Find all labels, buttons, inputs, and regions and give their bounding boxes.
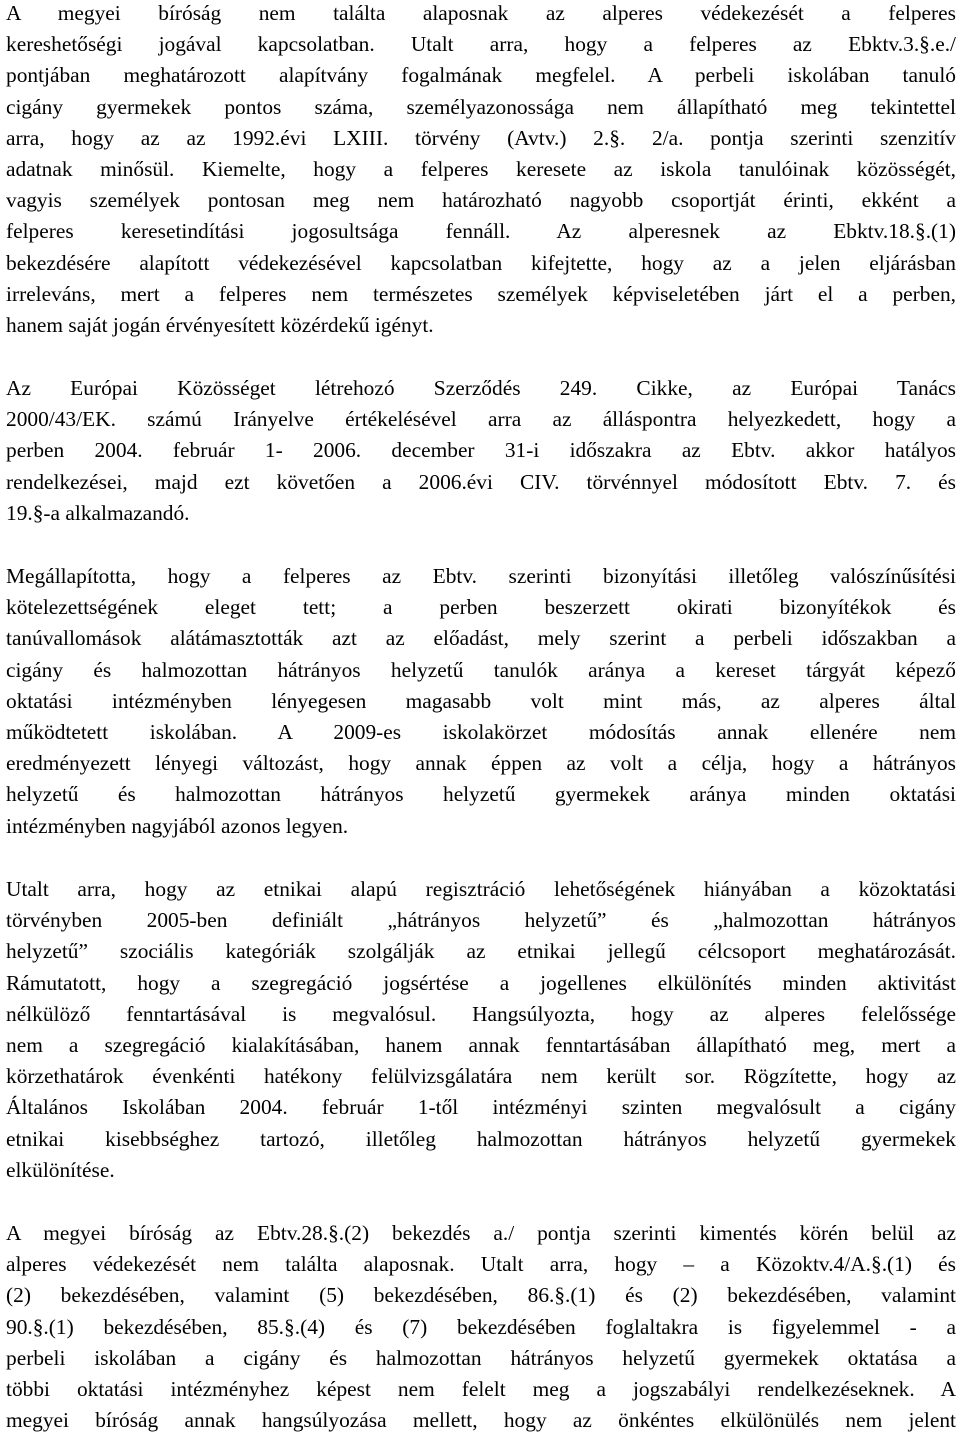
text-line: rendelkezései, majd ezt követően a 2006.évi CIV. törvénnyel módosított Ebtv. 7. és [6,469,956,494]
text-line: 19.§-a alkalmazandó. [6,500,190,525]
text-line: (2) bekezdésében, valamint (5) bekezdésében, 86.§.(1) és (2) bekezdésében, valamint [6,1283,956,1308]
text-line: irreleváns, mert a felperes nem természetes személyek képviseletében járt el a perben, [6,281,956,306]
text-line: Általános Iskolában 2004. február 1-től intézményi szinten megvalósult a cigány [6,1095,956,1120]
text-line: oktatási intézményben lényegesen magasabb volt mint más, az alperes által [6,688,956,713]
text-line: kereshetőségi jogával kapcsolatban. Utalt arra, hogy a felperes az Ebktv.3.§.e./ [6,32,956,57]
text-line: A megyei bíróság nem találta alaposnak az alperes védekezését a felperes [6,1,956,25]
text-line: nem a szegregáció kialakításában, hanem annak fenntartásában állapítható meg, mert a [6,1032,956,1057]
text-line: eredményezett lényegi változást, hogy annak éppen az volt a célja, hogy a hátrányos [6,751,956,776]
text-line: alperes védekezését nem találta alaposnak. Utalt arra, hogy – a Közoktv.4/A.§.(1) és [6,1252,956,1277]
paragraph-exculpation [6,1218,956,1436]
text-line: Az Európai Közösséget létrehozó Szerződés 249. Cikke, az Európai Tanács [6,376,956,400]
text-line: körzethatárok évenkénti hatékony felülvizsgálatára nem került sor. Rögzítette, hogy az [6,1064,956,1089]
text-line: perbeli iskolában a cigány és halmozottan hátrányos helyzetű gyermekek oktatása a [6,1345,956,1370]
text-line: 90.§.(1) bekezdésében, 85.§.(4) és (7) bekezdésében foglaltakra is figyelemmel - a [6,1314,956,1339]
paragraph-segregation [6,874,956,1186]
text-line: felperes keresetindítási jogosultsága fennáll. Az alperesnek az Ebktv.18.§.(1) [6,219,956,244]
text-line: adatnak minősül. Kiemelte, hogy a felperes keresete az iskola tanulóinak közösségét, [6,156,956,181]
text-line: intézményben nagyjából azonos legyen. [6,813,349,838]
text-line: cigány gyermekek pontos száma, személyazonossága nem állapítható meg tekintettel [6,94,956,119]
text-line: tanúvallomások alátámasztották azt az előadást, mely szerint a perbeli időszakban a [6,626,956,651]
paragraph-eu-law [6,373,956,529]
text-line: működtetett iskolában. A 2009-es iskolakörzet módosítás annak ellenére nem [6,719,956,744]
text-line: törvényben 2005-ben definiált „hátrányos helyzetű” és „halmozottan hátrányos [6,908,956,933]
text-line: cigány és halmozottan hátrányos helyzetű tanulók aránya a kereset tárgyát képező [6,657,956,682]
text-line: A megyei bíróság az Ebtv.28.§.(2) bekezdés a./ pontja szerinti kimentés körén belül az [6,1221,956,1245]
text-line: Utalt arra, hogy az etnikai alapú regisztráció lehetőségének hiányában a közoktatási [6,877,956,901]
text-line: perben 2004. február 1- 2006. december 31-i időszakra az Ebtv. akkor hatályos [6,438,956,463]
paragraph-evidence [6,561,956,842]
text-line: pontjában meghatározott alapítvány fogalmának megfelel. A perbeli iskolában tanuló [6,63,956,88]
text-line: hanem saját jogán érvényesített közérdekű igényt. [6,312,434,337]
text-line: kötelezettségének eleget tett; a perben beszerzett okirati bizonyítékok és [6,595,956,620]
text-line: többi oktatási intézményhez képest nem felelt meg a jogszabályi rendelkezéseknek. A [6,1376,956,1401]
text-line: nélkülöző fenntartásával is megvalósul. Hangsúlyozta, hogy az alperes felelőssége [6,1001,956,1026]
text-line: Rámutatott, hogy a szegregáció jogsértése a jogellenes elkülönítés minden aktivitást [6,970,956,995]
text-line: etnikai kisebbséghez tartozó, illetőleg halmozottan hátrányos helyzetű gyermekek [6,1126,956,1151]
text-line: helyzetű és halmozottan hátrányos helyzetű gyermekek aránya minden oktatási [6,782,956,807]
text-line: arra, hogy az az 1992.évi LXIII. törvény (Avtv.) 2.§. 2/a. pontja szerinti szenzitív [6,125,956,150]
paragraph-standing [6,0,956,341]
text-line: megyei bíróság annak hangsúlyozása mellett, hogy az önkéntes elkülönülés nem jelent [6,1408,956,1433]
text-line: 2000/43/EK. számú Irányelve értékelésével arra az álláspontra helyezkedett, hogy a [6,407,956,432]
text-line: Megállapította, hogy a felperes az Ebtv. szerinti bizonyítási illetőleg valószínűsítési [6,564,956,588]
text-line: elkülönítése. [6,1157,115,1182]
text-line: bekezdésére alapított védekezésével kapcsolatban kifejtette, hogy az a jelen eljárásban [6,250,956,275]
text-line: vagyis személyek pontosan meg nem határozható nagyobb csoportját érinti, ekként a [6,188,956,213]
text-line: helyzetű” szociális kategóriák szolgálják az etnikai jellegű célcsoport meghatározását. [6,939,956,964]
